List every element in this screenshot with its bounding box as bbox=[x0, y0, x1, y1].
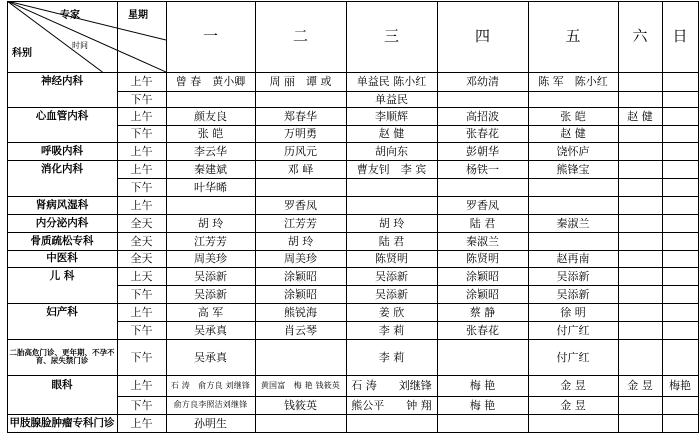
doctor-cell: 张 皑 bbox=[197, 127, 224, 140]
doctor-cell: 吴添新 bbox=[556, 269, 590, 283]
doctor-cell: 高 军 bbox=[197, 305, 224, 319]
doctor-cell: 陆 君 bbox=[469, 216, 496, 230]
doctor-cell: 江芳芳 bbox=[284, 216, 317, 230]
grid-line-horizontal bbox=[7, 142, 698, 143]
grid-line-vertical bbox=[437, 1, 438, 433]
time-slot: 全天 bbox=[130, 234, 153, 248]
doctor-cell: 熊锋宝 bbox=[556, 162, 590, 176]
time-slot: 上天 bbox=[130, 269, 153, 283]
doctor-cell: 吴添新 bbox=[194, 287, 227, 301]
doctor-cell: 历风元 bbox=[284, 144, 317, 158]
day-header-1: 一 bbox=[202, 27, 218, 45]
doctor-cell: 付广红 bbox=[556, 323, 590, 337]
doctor-cell: 罗香凤 bbox=[284, 198, 317, 212]
grid-line-horizontal bbox=[7, 267, 698, 268]
doctor-cell: 高招波 bbox=[466, 109, 499, 123]
doctor-cell: 彭朝华 bbox=[466, 144, 499, 158]
time-slot: 下午 bbox=[130, 127, 153, 140]
department-label: 儿 科 bbox=[49, 269, 75, 282]
doctor-cell: 杨铁一 bbox=[466, 162, 499, 176]
doctor-cell: 李云华 bbox=[194, 144, 227, 158]
doctor-cell: 张 皑 bbox=[560, 109, 586, 123]
doctor-cell: 叶华晞 bbox=[194, 180, 227, 194]
grid-line-horizontal bbox=[7, 339, 698, 340]
time-slot: 上午 bbox=[130, 379, 153, 392]
grid-line-horizontal bbox=[7, 432, 698, 433]
grid-line-horizontal bbox=[7, 72, 698, 73]
doctor-cell: 秦淑兰 bbox=[556, 216, 590, 230]
doctor-cell: 徐 明 bbox=[560, 305, 586, 319]
doctor-cell: 石 涛 俞方良 刘继锋 bbox=[170, 380, 251, 390]
time-slot: 全天 bbox=[130, 216, 153, 230]
doctor-cell: 涂颖昭 bbox=[466, 287, 499, 301]
grid-line-horizontal bbox=[7, 107, 698, 108]
doctor-cell: 饶怀庐 bbox=[556, 144, 590, 158]
merged-cell-cover bbox=[8, 178, 117, 179]
department-label: 心血管内科 bbox=[35, 109, 89, 122]
department-label: 妇产科 bbox=[46, 305, 78, 318]
doctor-cell: 胡 玲 bbox=[197, 216, 224, 230]
day-header-3: 三 bbox=[383, 27, 399, 45]
time-slot: 下午 bbox=[130, 398, 153, 412]
doctor-cell: 邓 峄 bbox=[287, 162, 314, 176]
grid-line-vertical bbox=[528, 1, 529, 433]
department-label: 消化内科 bbox=[41, 162, 83, 175]
grid-line-vertical bbox=[618, 1, 619, 433]
department-label: 二胎高危门诊、更年期、不孕不育、尿失禁门诊 bbox=[9, 347, 115, 365]
doctor-cell: 吴添新 bbox=[375, 269, 408, 283]
grid-line-horizontal bbox=[7, 414, 698, 415]
doctor-cell: 吴添新 bbox=[194, 269, 227, 283]
corner-label-time: 时间 bbox=[72, 41, 88, 50]
doctor-cell: 江芳芳 bbox=[194, 234, 227, 248]
doctor-cell: 张春花 bbox=[466, 323, 499, 337]
grid-line-vertical bbox=[255, 1, 256, 433]
doctor-cell: 赵 健 bbox=[378, 127, 405, 140]
department-label: 内分泌内科 bbox=[35, 216, 89, 229]
corner-diagonal-3 bbox=[7, 1, 102, 72]
merged-cell-cover bbox=[8, 321, 117, 322]
department-label: 中医科 bbox=[46, 252, 78, 265]
doctor-cell: 郑春华 bbox=[284, 109, 317, 123]
merged-cell-cover bbox=[8, 91, 117, 92]
doctor-cell: 赵 健 bbox=[560, 127, 586, 140]
day-header-6: 六 bbox=[632, 27, 648, 45]
time-slot: 下午 bbox=[130, 180, 153, 194]
doctor-cell: 万明勇 bbox=[284, 127, 317, 140]
grid-line-horizontal bbox=[7, 250, 698, 251]
doctor-cell: 赵再南 bbox=[556, 252, 590, 265]
doctor-cell: 金 昱 bbox=[627, 379, 653, 392]
doctor-cell: 周 丽 谭 或 bbox=[269, 75, 332, 88]
doctor-cell: 周美珍 bbox=[194, 252, 227, 265]
day-header-2: 二 bbox=[292, 27, 308, 45]
doctor-cell: 李 莉 bbox=[378, 323, 405, 337]
doctor-cell: 吴承真 bbox=[194, 323, 227, 337]
doctor-cell: 胡 玲 bbox=[287, 234, 314, 248]
doctor-cell: 曹友钊 李 宾 bbox=[356, 162, 427, 176]
doctor-cell: 涂颖昭 bbox=[466, 269, 499, 283]
corner-label-weekday: 星期 bbox=[128, 10, 148, 21]
department-label: 肾病风湿科 bbox=[35, 198, 89, 211]
merged-cell-cover bbox=[8, 396, 117, 397]
doctor-cell: 梅艳 bbox=[669, 379, 691, 392]
doctor-cell: 曾 春 黄小卿 bbox=[175, 75, 246, 88]
doctor-cell: 胡向东 bbox=[375, 144, 408, 158]
doctor-cell: 熊公平 钟 翔 bbox=[351, 398, 432, 412]
day-header-5: 五 bbox=[565, 27, 581, 45]
doctor-cell: 梅 艳 bbox=[469, 398, 496, 412]
time-slot: 上午 bbox=[130, 144, 153, 158]
time-slot: 上午 bbox=[130, 75, 153, 88]
doctor-cell: 梅 艳 bbox=[469, 379, 496, 392]
time-slot: 上午 bbox=[130, 416, 153, 430]
doctor-cell: 吴承真 bbox=[194, 350, 227, 364]
doctor-cell: 赵 健 bbox=[627, 109, 653, 123]
time-slot: 上午 bbox=[130, 198, 153, 212]
merged-cell-cover bbox=[8, 125, 117, 126]
doctor-cell: 熊锐海 bbox=[284, 305, 317, 319]
time-slot: 下午 bbox=[130, 323, 153, 337]
doctor-cell: 吴添新 bbox=[556, 287, 590, 301]
doctor-cell: 胡 玲 bbox=[378, 216, 405, 230]
department-label: 眼科 bbox=[51, 379, 73, 392]
grid-line-horizontal bbox=[7, 1, 698, 2]
grid-line-vertical bbox=[662, 1, 663, 433]
doctor-cell: 肖云琴 bbox=[284, 323, 317, 337]
department-label: 呼吸内科 bbox=[41, 144, 83, 157]
time-slot: 下午 bbox=[130, 287, 153, 301]
time-slot: 上午 bbox=[130, 162, 153, 176]
grid-line-horizontal bbox=[7, 196, 698, 197]
department-label: 神经内科 bbox=[41, 75, 83, 88]
corner-label-department: 科别 bbox=[12, 48, 32, 59]
doctor-cell: 陈 军 陈小红 bbox=[538, 75, 608, 88]
grid-line-vertical bbox=[166, 1, 167, 433]
grid-line-horizontal bbox=[7, 214, 698, 215]
grid-line-vertical bbox=[698, 1, 699, 433]
day-header-7: 日 bbox=[672, 27, 688, 45]
time-slot: 上午 bbox=[130, 109, 153, 123]
doctor-cell: 单益民 bbox=[375, 92, 408, 106]
doctor-cell: 金 昱 bbox=[560, 398, 586, 412]
doctor-cell: 李 莉 bbox=[378, 350, 405, 364]
department-label: 甲肢腺脸肿瘤专科门诊 bbox=[9, 416, 115, 429]
grid-line-horizontal bbox=[7, 160, 698, 161]
doctor-cell: 陈贤明 bbox=[375, 252, 408, 265]
department-label: 骨质疏松专科 bbox=[30, 234, 94, 247]
grid-line-horizontal bbox=[7, 232, 698, 233]
doctor-cell: 邓幼清 bbox=[466, 75, 499, 88]
doctor-cell: 单益民 陈小红 bbox=[356, 75, 427, 88]
doctor-cell: 陈贤明 bbox=[466, 252, 499, 265]
grid-line-horizontal bbox=[7, 375, 698, 376]
grid-line-vertical bbox=[7, 1, 8, 433]
doctor-cell: 石 涛 刘继锋 bbox=[351, 379, 432, 392]
doctor-cell: 颜友良 bbox=[194, 109, 227, 123]
doctor-cell: 涂颖昭 bbox=[284, 269, 317, 283]
doctor-cell: 俞方良李照洁刘继锋 bbox=[173, 400, 248, 409]
doctor-cell: 涂颖昭 bbox=[284, 287, 317, 301]
day-header-4: 四 bbox=[474, 27, 490, 45]
doctor-cell: 张春花 bbox=[466, 127, 499, 140]
doctor-cell: 姜 欣 bbox=[378, 305, 405, 319]
doctor-cell: 孙明生 bbox=[194, 416, 227, 430]
doctor-cell: 李顺辉 bbox=[375, 109, 408, 123]
corner-label-expert: 专家 bbox=[60, 10, 80, 21]
doctor-cell: 黄国富 梅 艳 钱筱英 bbox=[260, 380, 341, 390]
merged-cell-cover bbox=[8, 285, 117, 286]
doctor-cell: 秦淑兰 bbox=[466, 234, 499, 248]
doctor-cell: 吴添新 bbox=[375, 287, 408, 301]
doctor-cell: 陆 君 bbox=[378, 234, 405, 248]
doctor-cell: 周美珍 bbox=[284, 252, 317, 265]
time-slot: 全天 bbox=[130, 252, 153, 265]
doctor-cell: 秦建斌 bbox=[194, 162, 227, 176]
doctor-cell: 付广红 bbox=[556, 350, 590, 364]
grid-line-horizontal bbox=[7, 303, 698, 304]
doctor-cell: 蔡 静 bbox=[469, 305, 496, 319]
doctor-cell: 罗香凤 bbox=[466, 198, 499, 212]
time-slot: 下午 bbox=[130, 350, 153, 364]
time-slot: 下午 bbox=[130, 92, 153, 106]
doctor-cell: 钱筱英 bbox=[284, 398, 317, 412]
grid-line-vertical bbox=[346, 1, 347, 433]
grid-line-vertical bbox=[117, 1, 118, 433]
doctor-cell: 金 昱 bbox=[560, 379, 586, 392]
time-slot: 上午 bbox=[130, 305, 153, 319]
